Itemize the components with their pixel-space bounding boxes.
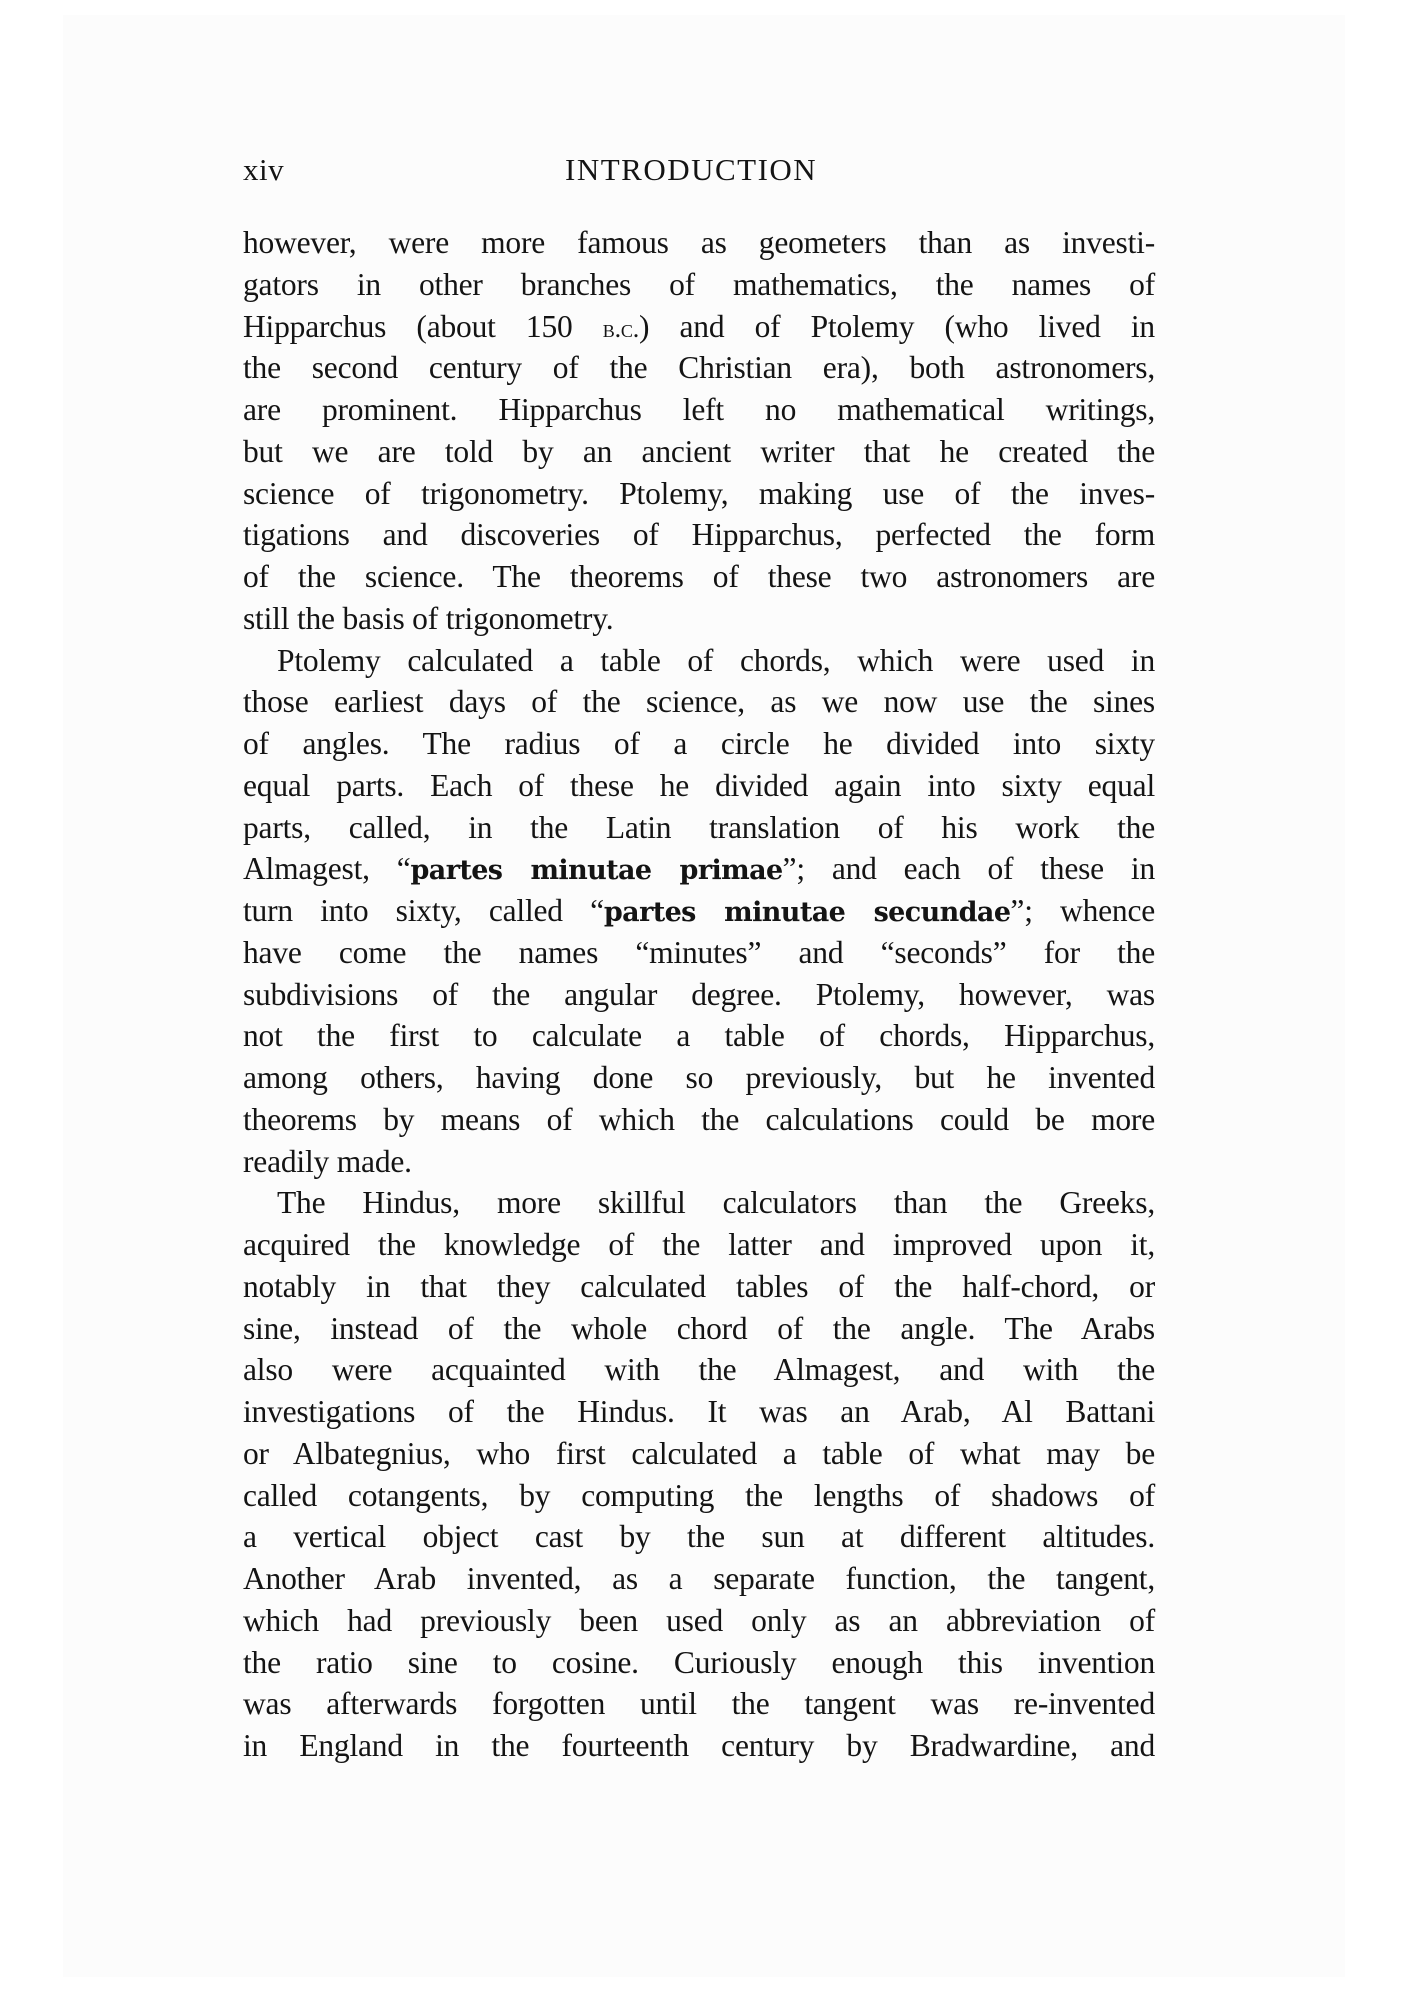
paragraph	[243, 1182, 1155, 1767]
text-run: gators in other branches of mathematics, the names of	[243, 266, 1155, 302]
line-text	[243, 1141, 1155, 1183]
text-run: still the basis of trigonometry.	[243, 600, 614, 636]
text-run: a vertical object cast by the sun at different altitudes.	[243, 1519, 1155, 1555]
text-run: but we are told by an ancient writer that he created the	[243, 433, 1155, 469]
line-text	[243, 848, 1155, 892]
line-text	[243, 473, 1155, 515]
line-text	[243, 1015, 1155, 1057]
line-text	[243, 890, 1155, 934]
text-run: called cotangents, by computing the lengths of shadows of	[243, 1477, 1155, 1513]
text-line	[243, 1516, 1155, 1558]
text-run: which had previously been used only as an abbreviation of	[243, 1602, 1155, 1638]
chapter-title: INTRODUCTION	[565, 152, 818, 187]
text-line	[243, 681, 1155, 723]
line-text	[243, 1516, 1155, 1558]
text-run: however, were more famous as geometers than as investi-	[243, 225, 1155, 260]
text-line	[243, 473, 1155, 515]
text-line	[243, 932, 1155, 974]
line-text	[243, 932, 1155, 974]
text-run: Almagest, “	[243, 851, 411, 887]
line-text	[243, 974, 1155, 1016]
text-run: are prominent. Hipparchus left no mathematical writings,	[243, 392, 1155, 427]
text-line	[243, 1015, 1155, 1057]
text-run: ”; whence	[1010, 893, 1156, 928]
text-run: ) and of Ptolemy (who lived in	[639, 308, 1155, 344]
text-line	[243, 514, 1155, 556]
line-text	[243, 347, 1155, 389]
text-line	[243, 1308, 1155, 1350]
line-text	[243, 431, 1155, 473]
line-text	[243, 1683, 1155, 1725]
text-run: have come the names “minutes” and “seconds” for the	[243, 934, 1155, 970]
page-number: xiv	[243, 152, 285, 187]
text-line	[243, 1224, 1155, 1266]
text-line	[243, 1683, 1155, 1725]
line-text	[243, 264, 1155, 306]
line-text	[243, 389, 1155, 431]
text-line	[243, 1725, 1155, 1767]
text-line	[243, 765, 1155, 807]
text-line	[243, 1057, 1155, 1099]
line-text	[277, 1182, 1155, 1224]
text-line	[243, 1642, 1155, 1684]
line-text	[243, 1433, 1155, 1475]
text-line	[243, 974, 1155, 1016]
line-text	[243, 807, 1155, 849]
text-run: equal parts. Each of these he divided again into sixty equal	[243, 767, 1155, 803]
text-line	[243, 848, 1155, 890]
line-text	[243, 681, 1155, 723]
text-run: The Hindus, more skillful calculators than the Greeks,	[277, 1185, 1155, 1221]
text-line	[243, 1600, 1155, 1642]
latin-term: partes minutae primae	[410, 855, 783, 887]
line-text	[243, 1391, 1155, 1433]
text-run: parts, called, in the Latin translation of his work the	[243, 809, 1155, 845]
text-line	[243, 1475, 1155, 1517]
text-run: or Albategnius, who first calculated a table of what may be	[243, 1435, 1155, 1471]
line-text	[243, 1224, 1155, 1266]
text-run: not the first to calculate a table of chords, Hipparchus,	[243, 1018, 1155, 1054]
text-run: the second century of the Christian era), both astronomers,	[243, 350, 1155, 386]
text-run: tigations and discoveries of Hipparchus, perfected the form	[243, 517, 1155, 553]
line-text	[243, 306, 1155, 350]
line-text	[243, 514, 1155, 556]
text-run: sine, instead of the whole chord of the angle. The Arabs	[243, 1310, 1155, 1346]
line-text	[243, 1057, 1155, 1099]
text-line	[243, 1266, 1155, 1308]
text-run: the ratio sine to cosine. Curiously enough this invention	[243, 1644, 1155, 1680]
line-text	[243, 723, 1155, 765]
text-line	[243, 890, 1155, 932]
paragraph	[243, 640, 1155, 1183]
line-text	[243, 1266, 1155, 1308]
text-run: investigations of the Hindus. It was an Arab, Al Battani	[243, 1394, 1155, 1429]
text-run: in England in the fourteenth century by Bradwardine, and	[243, 1728, 1155, 1763]
running-head	[243, 150, 1155, 190]
text-line	[243, 389, 1155, 431]
text-run: acquired the knowledge of the latter and improved upon it,	[243, 1227, 1155, 1262]
text-line	[243, 1558, 1155, 1600]
line-text	[243, 598, 1155, 640]
text-run: theorems by means of which the calculations could be more	[243, 1101, 1155, 1137]
body-text	[243, 222, 1155, 1767]
text-run: of the science. The theorems of these two astronomers are	[243, 559, 1155, 594]
line-text	[243, 1558, 1155, 1600]
text-line	[243, 1349, 1155, 1391]
latin-term: partes minutae secundae	[603, 897, 1011, 928]
text-line	[243, 431, 1155, 473]
text-run: science of trigonometry. Ptolemy, making use of the inves-	[243, 475, 1155, 511]
paragraph	[243, 222, 1155, 640]
text-run: notably in that they calculated tables of the half-chord, or	[243, 1268, 1155, 1304]
line-text	[243, 1642, 1155, 1684]
text-line	[243, 1182, 1155, 1224]
line-text	[243, 1475, 1155, 1517]
text-run: turn into sixty, called “	[243, 893, 604, 928]
text-line	[243, 1391, 1155, 1433]
text-line	[243, 640, 1155, 682]
text-line	[243, 556, 1155, 598]
text-line	[243, 723, 1155, 765]
line-text	[243, 556, 1155, 598]
text-run: Hipparchus (about 150	[243, 308, 603, 344]
text-run: among others, having done so previously, but he invented	[243, 1060, 1155, 1095]
text-line	[243, 1141, 1155, 1183]
text-run: ”; and each of these in	[782, 851, 1156, 887]
text-run: Ptolemy calculated a table of chords, which were used in	[277, 642, 1155, 678]
text-run: readily made.	[243, 1143, 412, 1179]
text-line	[243, 1433, 1155, 1475]
text-line	[243, 222, 1155, 264]
text-line	[243, 598, 1155, 640]
line-text	[243, 222, 1155, 264]
text-run: of angles. The radius of a circle he divided into sixty	[243, 726, 1155, 761]
text-line	[243, 347, 1155, 389]
line-text	[243, 1725, 1155, 1767]
line-text	[243, 1600, 1155, 1642]
text-line	[243, 264, 1155, 306]
line-text	[243, 1099, 1155, 1141]
text-run: Another Arab invented, as a separate function, the tangent,	[243, 1561, 1155, 1596]
line-text	[243, 1349, 1155, 1391]
text-line	[243, 306, 1155, 348]
line-text	[277, 640, 1155, 682]
text-run: was afterwards forgotten until the tangent was re-invented	[243, 1686, 1155, 1722]
text-run: also were acquainted with the Almagest, and with the	[243, 1352, 1155, 1388]
era-abbreviation: b.c.	[602, 313, 640, 343]
line-text	[243, 765, 1155, 807]
line-text	[243, 1308, 1155, 1350]
text-run: subdivisions of the angular degree. Ptolemy, however, was	[243, 976, 1155, 1012]
text-line	[243, 807, 1155, 849]
text-line	[243, 1099, 1155, 1141]
text-run: those earliest days of the science, as we now use the sines	[243, 684, 1155, 720]
